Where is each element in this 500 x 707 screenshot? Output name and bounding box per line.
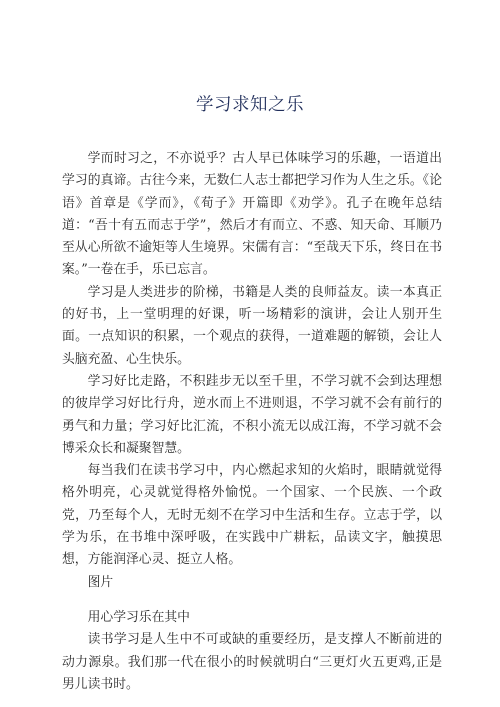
document-body xyxy=(62,148,442,696)
paragraph: 学习好比走路，不积跬步无以至千里，不学习就不会到达理想的彼岸学习好比行舟，逆水而上不进则退，不学习就不会有前行的勇气和力量；学习好比汇流，不积小流无以成江海，不学习就不会博采众长和凝聚智慧。 xyxy=(62,373,442,456)
image-placeholder-label: 图片 xyxy=(87,574,114,590)
paragraph: 读书学习是人生中不可或缺的重要经历，是支撑人不断前进的动力源泉。我们那一代在很小的时候就明白“三更灯火五更鸡,正是男儿读书时。 xyxy=(62,632,442,692)
paragraph: 学习是人类进步的阶梯，书籍是人类的良师益友。读一本真正的好书，上一堂明理的好课，听一场精彩的演讲，会让人别开生面。一点知识的积累，一个观点的获得，一道难题的解锁，会让人头脑充盈、心生快乐。 xyxy=(62,284,442,367)
paragraph: 每当我们在读书学习中，内心燃起求知的火焰时，眼睛就觉得格外明亮，心灵就觉得格外愉悦。一个国家、一个民族、一个政党，乃至每个人，无时无刻不在学习中生活和生存。立志于学，以学为乐，在书堆中深呼吸，在实践中广耕耘，品读文字，触摸思想，方能润泽心灵、挺立人格。 xyxy=(62,463,442,568)
section-heading: 用心学习乐在其中 xyxy=(87,609,190,625)
section-spacer xyxy=(62,594,442,607)
document-title: 学习求知之乐 xyxy=(196,95,304,115)
paragraph: 学而时习之，不亦说乎？古人早已体味学习的乐趣，一语道出学习的真谛。古往今来，无数仁人志士都把学习作为人生之乐。《论语》首章是《学而》，《荀子》开篇即《劝学》。孔子在晚年总结道：“吾十有五而志于学”，然后才有而立、不惑、知天命、耳顺乃至从心所欲不逾矩等人生境界。宋儒有言：“至哉天下乐，终日在书案。”一卷在手，乐已忘言。 xyxy=(62,151,442,278)
